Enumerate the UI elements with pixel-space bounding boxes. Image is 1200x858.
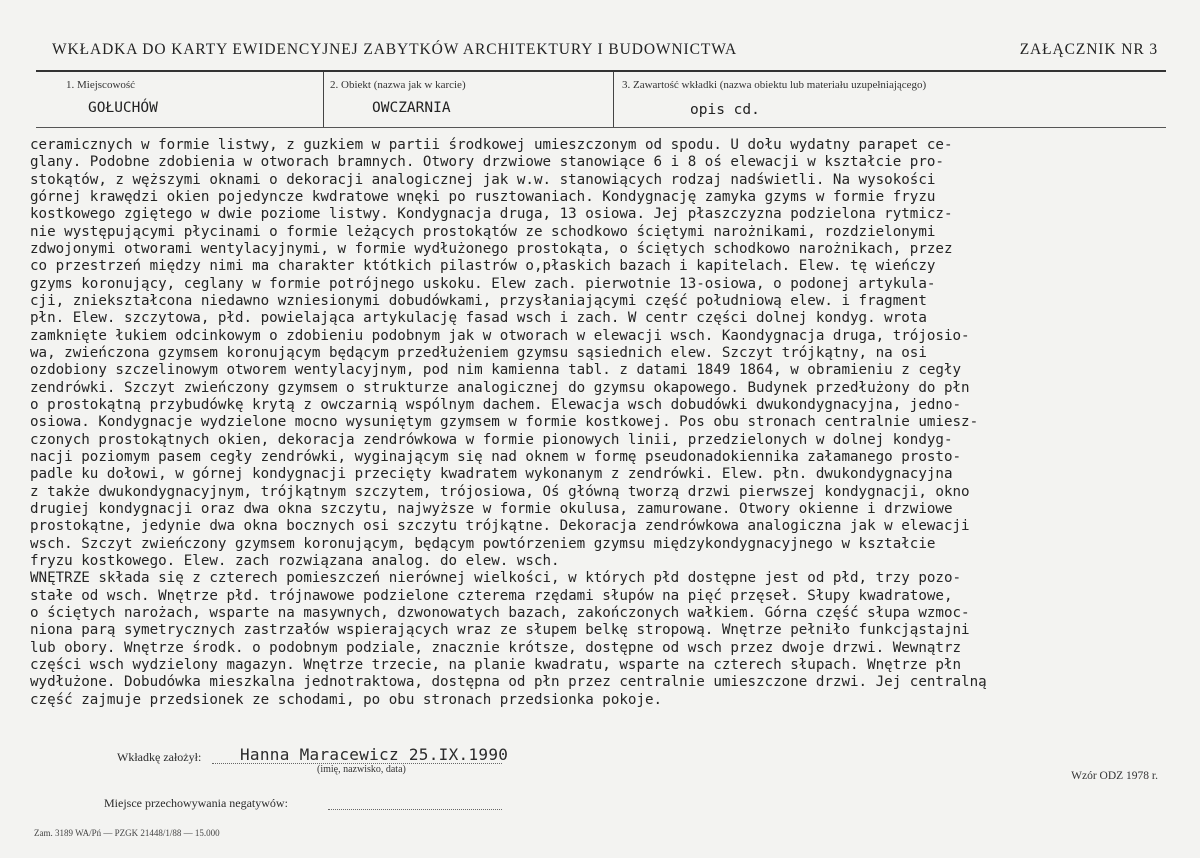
content-value: opis cd. [690,102,760,118]
header-rule-top [36,70,1166,72]
location-label: 1. Miejscowość [66,79,136,91]
header-rule-bottom [36,127,1166,128]
prepared-by-caption: (imię, nazwisko, data) [317,764,406,775]
negatives-location-label: Miejsce przechowywania negatywów: [104,796,288,810]
object-label: 2. Obiekt (nazwa jak w karcie) [330,79,466,91]
description-text: ceramicznych w formie listwy, z guzkiem w partii środkowej umieszczonym od spodu. U dołu wydatny parapet ce- glany. Podobne zdobienia w otworach bramnych. Otwory drzwiowe stanowiące 6 i 8 oś elewacji w kształcie pro- stokątów, z węższymi oknami o dekoracji analogicznej jak w.w. stanowiących rodzaj nadświetli. Na wysokości górnej krawędzi okien pojedyncze kwdratowe wnęki po rusztowaniach. Kondygnację zamyka gzyms w formie fryzu kostkowego zgiętego w dwie poziome listwy. Kondygnacja druga, 13 osiowa. Jej płaszczyzna podzielona rytmicz- nie występującymi płycinami o formie leżących prostokątów ze schodkowo ściętymi narożnikami, rozdzielonymi zdwojonymi otworami wentylacyjnymi, w formie wydłużonego prostokąta, o ściętych schodkowo narożnikach, przez co przestrzeń między nimi ma charakter któtkich pilastrów o,płaskich bazach i kapitelach. Elew. tę wieńczy gzyms koronujący, ceglany w formie potrójnego uskoku. Elew zach. pierwotnie 13-osiowa, o podonej artykula- cji, zniekształcona niedawno wzniesionymi dobudówkami, przysłaniającymi część południową elew. i fragment płn. Elew. szczytowa, płd. powielająca artykulację fasad wsch i zach. W centr części dolnej kondyg. wrota zamknięte łukiem odcinkowym o zdobieniu podobnym jak w otworach w elewacji wsch. Kaondygnacja druga, trójosio- wa, zwieńczona gzymsem koronującym będącym przedłużeniem gzymsu sąsiednich elew. Szczyt trójkątny, na osi ozdobiony szczelinowym otworem wentylacyjnym, pod nim kamienna tabl. z datami 1849 1864, w obramieniu z cegły zendrówki. Szczyt zwieńczony gzymsem o strukturze analogicznej do gzymsu okapowego. Budynek przedłużony do płn o prostokątną przybudówkę krytą z owczarnią wspólnym dachem. Elewacja wsch dobudówki dwukondygnacyjna, jedno- osiowa. Kondygnacje wydzielone mocno wysuniętym gzymsem w formie kostkowej. Pos obu stronach centralnie umiesz- czonych prostokątnych okien, dekoracja zendrówkowa w formie pionowych linii, przedzielonych w dolnej kondyg- nacji poziomym pasem cegły zendrówki, wyginającym się nad oknem w formę pseudonadokiennika załamanego prosto- padle ku dołowi, w górnej kondygnacji przecięty kwadratem wykonanym z zendrówki. Elew. płn. dwukondygnacyjna z także dwukondygnacyjnym, trójkątnym szczytem, trójosiowa, Oś główną tworzą drzwi pierwszej kondygnacji, okno drugiej kondygnacji oraz dwa okna szczytu, najwyższe w formie okulusa, zamurowane. Otwory okienne i drzwiowe prostokątne, jedynie dwa okna bocznych osi szczytu trójkątne. Dekoracja zendrówkowa analogiczna jak w elewacji wsch. Szczyt zwieńczony gzymsem koronującym, będącym powtórzeniem gzymsu międzykondygnacyjnego w kształcie fryzu kostkowego. Elew. zach rozwiązana analog. do elew. wsch. WNĘTRZE składa się z czterech pomieszczeń nierównej wielkości, w których płd dostępne jest od płd, trzy pozo- stałe od wsch. Wnętrze płd. trójnawowe podzielone czterema rzędami słupów na pięć przęseł. Słupy kwadratowe, o ściętych narożach, wsparte na masywnych, dzwonowatych bazach, zakończonych wałkiem. Górna część słupa wzmoc- niona parą symetrycznych zastrzałów wspierających wraz ze słupem belkę stropową. Wnętrze pełniło funkcjąstajni lub obory. Wnętrze środk. o podobnym podziale, znacznie krótsze, dostępne od wsch przez dwoje drzwi. Wewnątrz części wsch wydzielony magazyn. Wnętrze trzecie, na planie kwadratu, wsparte na czterech słupach. Wnętrze płn wydłużone. Dobudówka mieszkalna jednotraktowa, dostępna od płn przez centralnie umieszczone drzwi. Jej centralną część zajmuje przedsionek ze schodami, po obu stronach przedsionka pokoje. [30,137,987,708]
content-label: 3. Zawartość wkładki (nazwa obiektu lub materiału uzupełniającego) [622,79,927,91]
negatives-location-line [328,809,502,810]
print-order-note: Zam. 3189 WA/Pń — PZGK 21448/1/88 — 15.000 [34,828,220,838]
prepared-by-signature: Hanna Maracewicz 25.IX.1990 [240,745,509,764]
attachment-number: ZAŁĄCZNIK NR 3 [1019,41,1158,58]
prepared-by-label: Wkładkę założył: [117,750,202,764]
document-title: WKŁADKA DO KARTY EWIDENCYJNEJ ZABYTKÓW ARCHITEKTURY I BUDOWNICTWA [52,41,738,58]
object-value: OWCZARNIA [372,100,451,116]
form-model-label: Wzór ODZ 1978 r. [1071,770,1158,782]
field-divider-1 [323,72,324,128]
location-value: GOŁUCHÓW [88,100,158,116]
field-divider-2 [613,72,614,128]
